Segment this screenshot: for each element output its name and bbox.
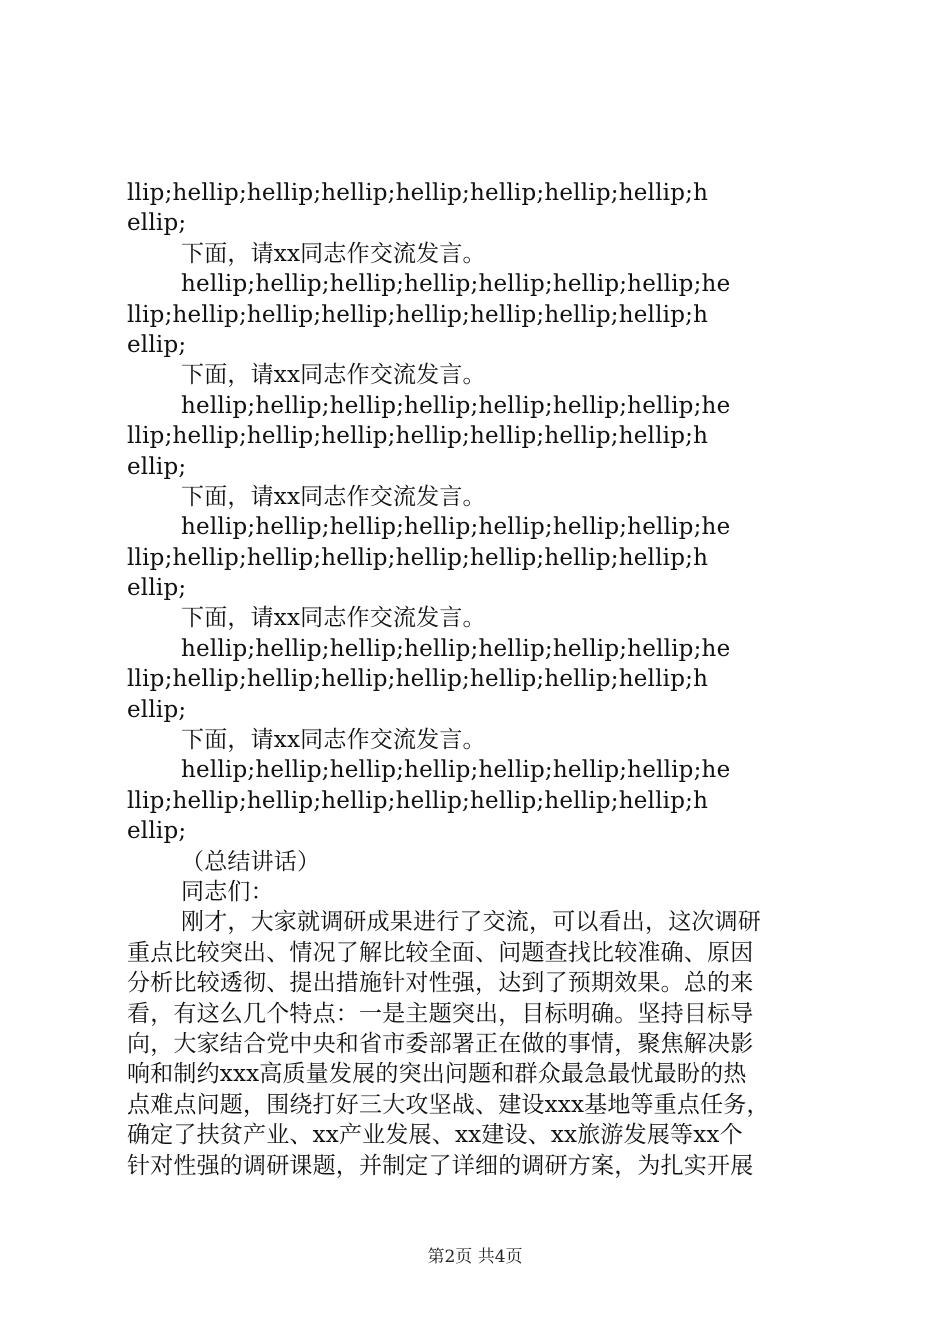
text-line: ellip;: [127, 818, 187, 845]
text-line: 下面，请xx同志作交流发言。: [181, 240, 486, 267]
text-line: 点难点问题，围绕打好三大攻坚战、建设xxx基地等重点任务，: [127, 1091, 770, 1118]
page-footer: [0, 1242, 950, 1267]
text-line: llip;hellip;hellip;hellip;hellip;hellip;hellip;hellip;h: [127, 180, 709, 206]
text-line: 针对性强的调研课题，并制定了详细的调研方案，为扎实开展: [127, 1152, 754, 1179]
text-line: llip;hellip;hellip;hellip;hellip;hellip;hellip;hellip;h: [127, 301, 709, 328]
text-line: llip;hellip;hellip;hellip;hellip;hellip;hellip;hellip;h: [127, 666, 709, 693]
text-line: ellip;: [127, 453, 187, 480]
text-line: 向，大家结合党中央和省市委部署正在做的事情，聚焦解决影: [127, 1030, 754, 1057]
text-line: 下面，请xx同志作交流发言。: [181, 727, 486, 754]
text-line: 下面，请xx同志作交流发言。: [181, 483, 486, 510]
text-line: 确定了扶贫产业、xx产业发展、xx建设、xx旅游发展等xx个: [127, 1122, 743, 1149]
text-line: hellip;hellip;hellip;hellip;hellip;hellip;hellip;he: [181, 514, 731, 541]
text-line: hellip;hellip;hellip;hellip;hellip;hellip;hellip;he: [181, 635, 731, 662]
text-line: llip;hellip;hellip;hellip;hellip;hellip;hellip;hellip;h: [127, 544, 709, 571]
text-line: ellip;: [127, 210, 187, 237]
text-line: 分析比较透彻、提出措施针对性强，达到了预期效果。总的来: [127, 970, 754, 997]
text-line: ellip;: [127, 575, 187, 602]
text-line: （总结讲话）: [181, 848, 321, 875]
text-line: 同志们：: [181, 878, 274, 905]
document-body: [127, 178, 833, 1181]
text-line: 刚才，大家就调研成果进行了交流，可以看出，这次调研: [181, 909, 761, 936]
text-line: 重点比较突出、情况了解比较全面、问题查找比较准确、原因: [127, 939, 754, 966]
text-line: llip;hellip;hellip;hellip;hellip;hellip;hellip;hellip;h: [127, 787, 709, 814]
text-line: llip;hellip;hellip;hellip;hellip;hellip;hellip;hellip;h: [127, 423, 709, 450]
text-line: hellip;hellip;hellip;hellip;hellip;hellip;hellip;he: [181, 392, 731, 419]
text-line: hellip;hellip;hellip;hellip;hellip;hellip;hellip;he: [181, 271, 731, 298]
page-number: 第2页 共4页: [427, 1247, 523, 1267]
text-line: 看，有这么几个特点：一是主题突出，目标明确。坚持目标导: [127, 1000, 754, 1027]
text-line: hellip;hellip;hellip;hellip;hellip;hellip;hellip;he: [181, 757, 731, 784]
text-line: 响和制约xxx高质量发展的突出问题和群众最急最忧最盼的热: [127, 1061, 747, 1088]
text-line: ellip;: [127, 331, 187, 358]
text-line: ellip;: [127, 696, 187, 723]
text-line: 下面，请xx同志作交流发言。: [181, 605, 486, 632]
text-line: 下面，请xx同志作交流发言。: [181, 362, 486, 389]
